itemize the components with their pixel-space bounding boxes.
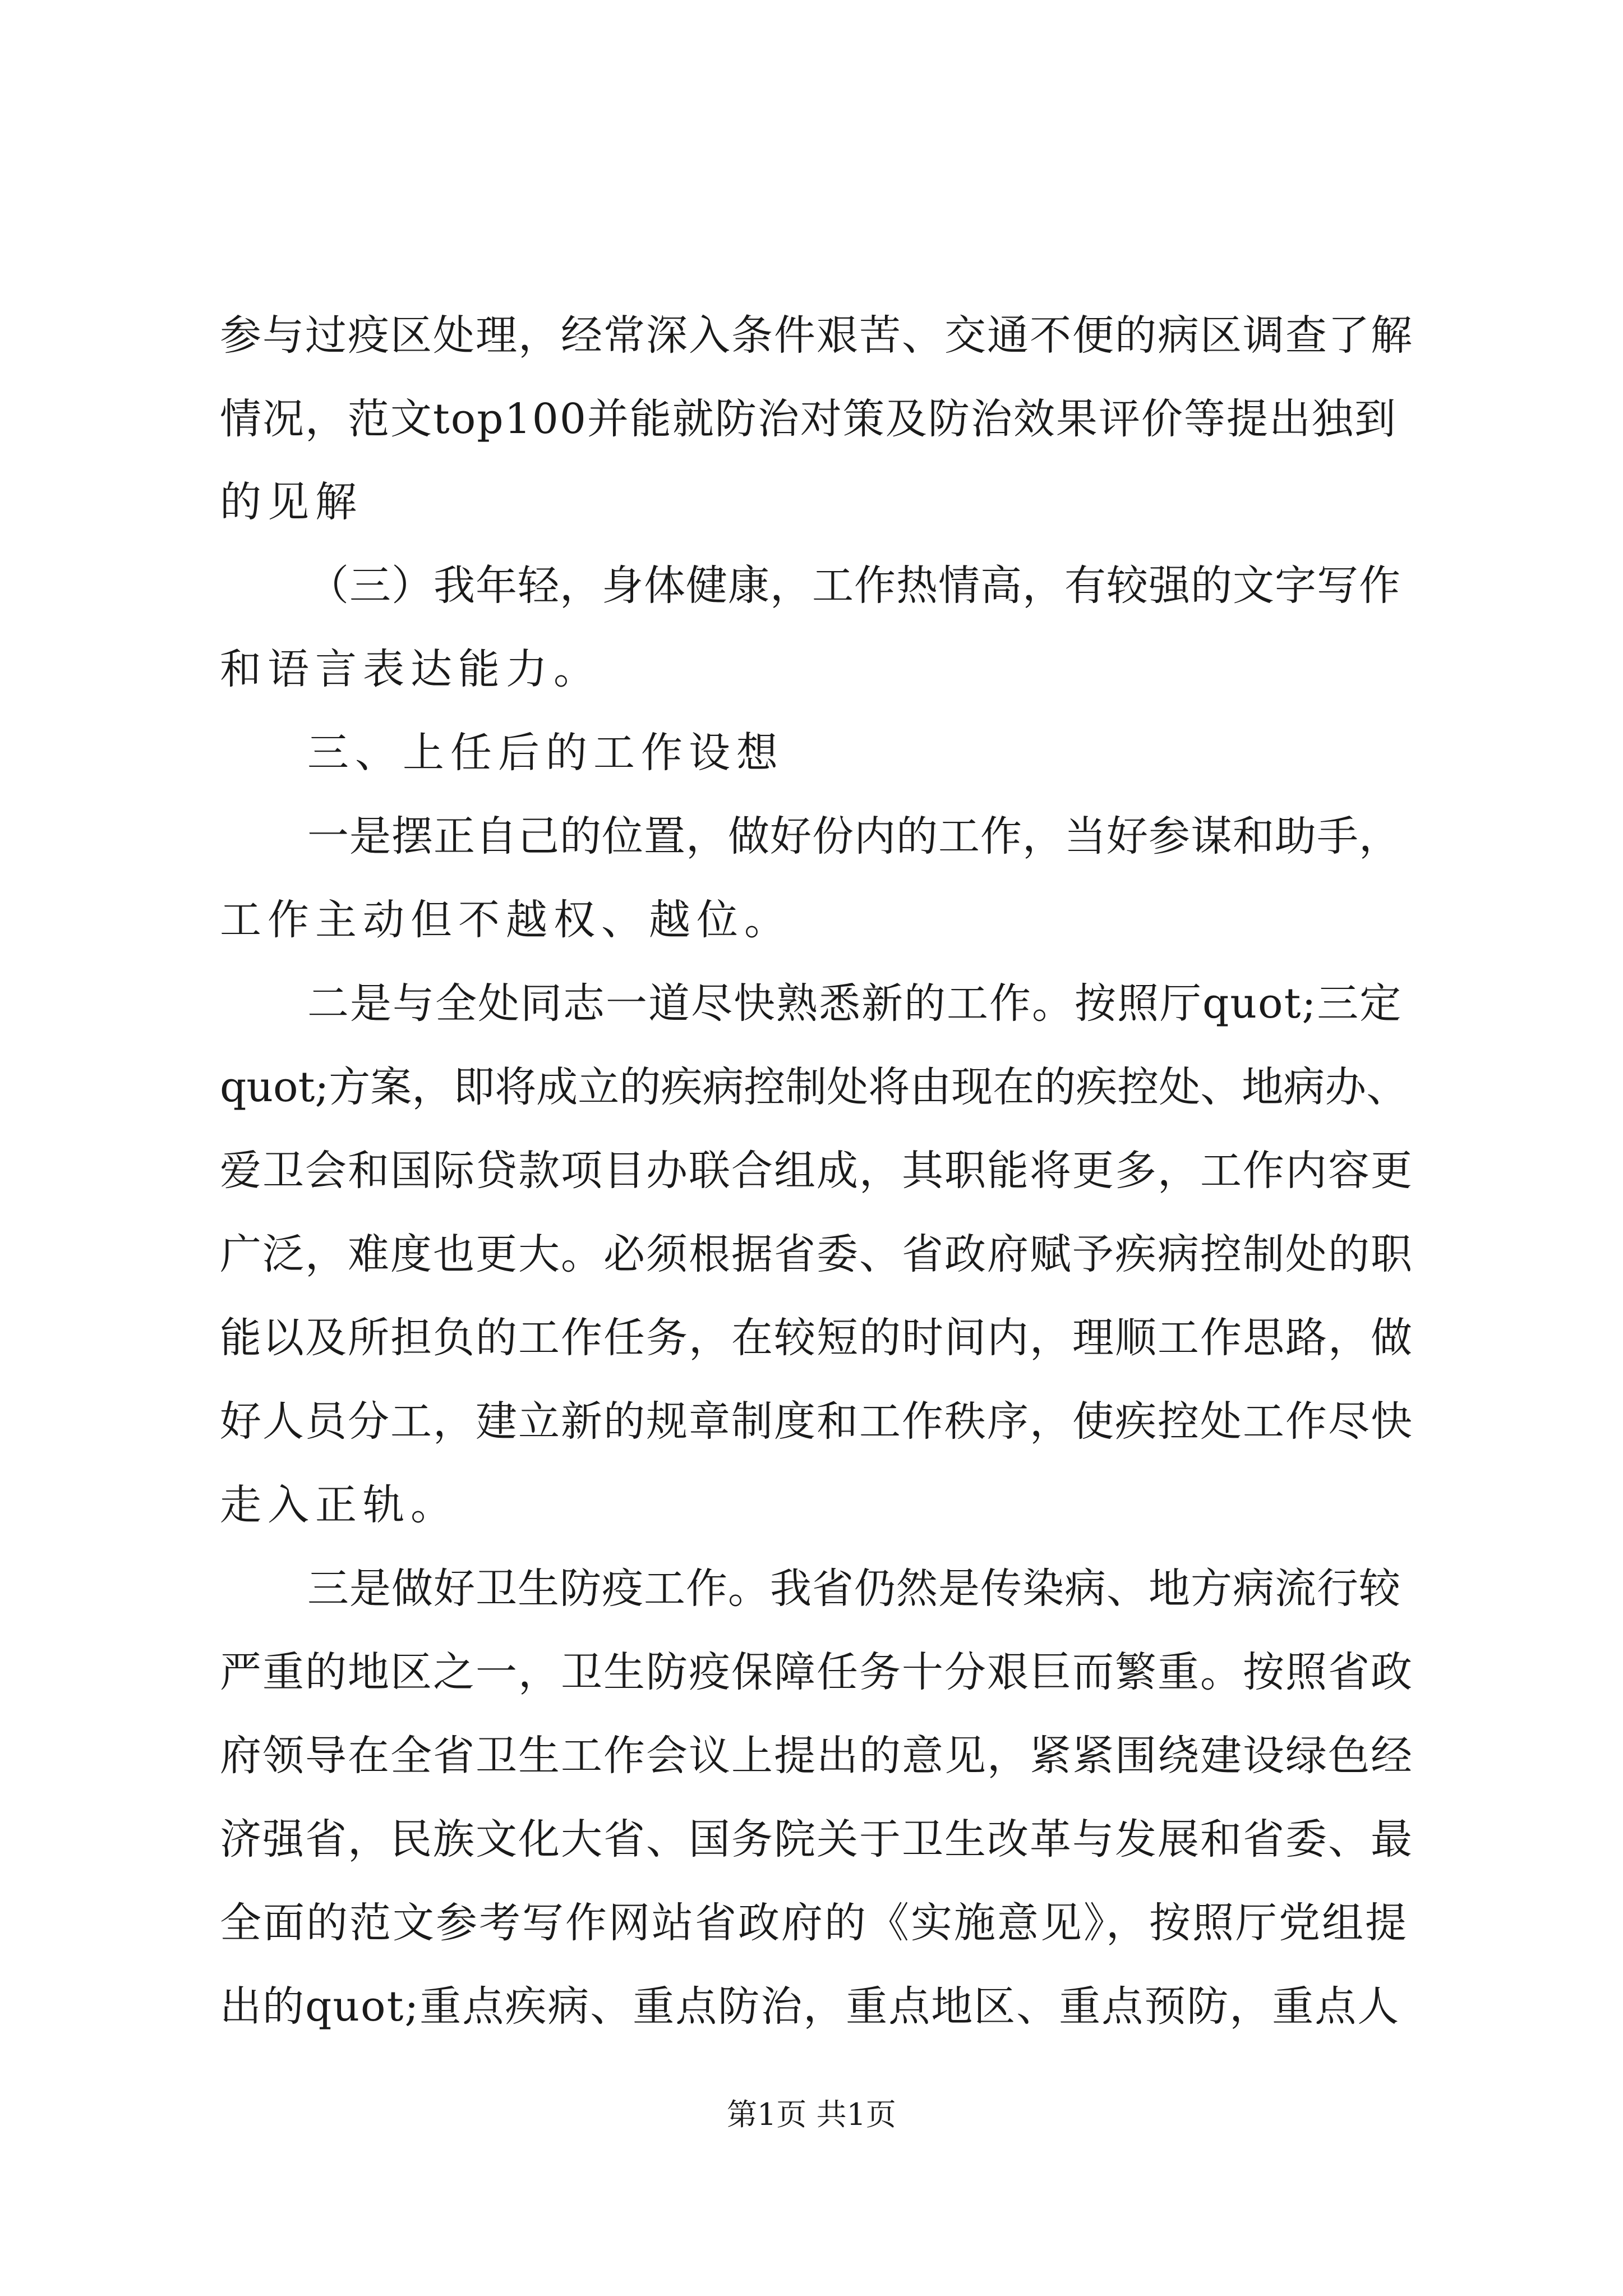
text-line: 济强省，民族文化大省、国务院关于卫生改革与发展和省委、最 [220, 1815, 1413, 1864]
text-line: 和语言表达能力。 [220, 645, 601, 693]
text-line: 好人员分工，建立新的规章制度和工作秩序，使疾控处工作尽快 [220, 1397, 1413, 1446]
text-line: 能以及所担负的工作任务，在较短的时间内，理顺工作思路，做 [220, 1314, 1413, 1362]
text-line: 的见解 [220, 478, 363, 526]
text-line: 爱卫会和国际贷款项目办联合组成，其职能将更多，工作内容更 [220, 1147, 1413, 1195]
text-line: 严重的地区之一，卫生防疫保障任务十分艰巨而繁重。按照省政 [220, 1648, 1413, 1696]
text-line: 府领导在全省卫生工作会议上提出的意见，紧紧围绕建设绿色经 [220, 1732, 1413, 1780]
text-line: 三是做好卫生防疫工作。我省仍然是传染病、地方病流行较 [307, 1565, 1401, 1613]
text-line: 出的quot;重点疾病、重点防治，重点地区、重点预防，重点人 [220, 1982, 1400, 2031]
text-line: 全面的范文参考写作网站省政府的《实施意见》，按照厅党组提 [220, 1899, 1408, 1947]
text-line: 广泛，难度也更大。必须根据省委、省政府赋予疾病控制处的职 [220, 1230, 1413, 1278]
text-line: quot;方案，即将成立的疾病控制处将由现在的疾控处、地病办、 [220, 1063, 1408, 1111]
page-number-footer: 第1页 共1页 [727, 2097, 896, 2132]
section-heading: 三、上任后的工作设想 [307, 729, 784, 777]
text-line: 参与过疫区处理，经常深入条件艰苦、交通不便的病区调查了解 [220, 311, 1413, 360]
text-line: （三）我年轻，身体健康，工作热情高，有较强的文字写作 [307, 562, 1401, 610]
text-line: 二是与全处同志一道尽快熟悉新的工作。按照厅quot;三定 [307, 979, 1403, 1028]
text-line: 一是摆正自己的位置，做好份内的工作，当好参谋和助手， [307, 812, 1401, 861]
text-line: 工作主动但不越权、越位。 [220, 896, 792, 944]
text-line: 情况，范文top100并能就防治对策及防治效果评价等提出独到 [220, 395, 1397, 443]
text-line: 走入正轨。 [220, 1481, 458, 1529]
